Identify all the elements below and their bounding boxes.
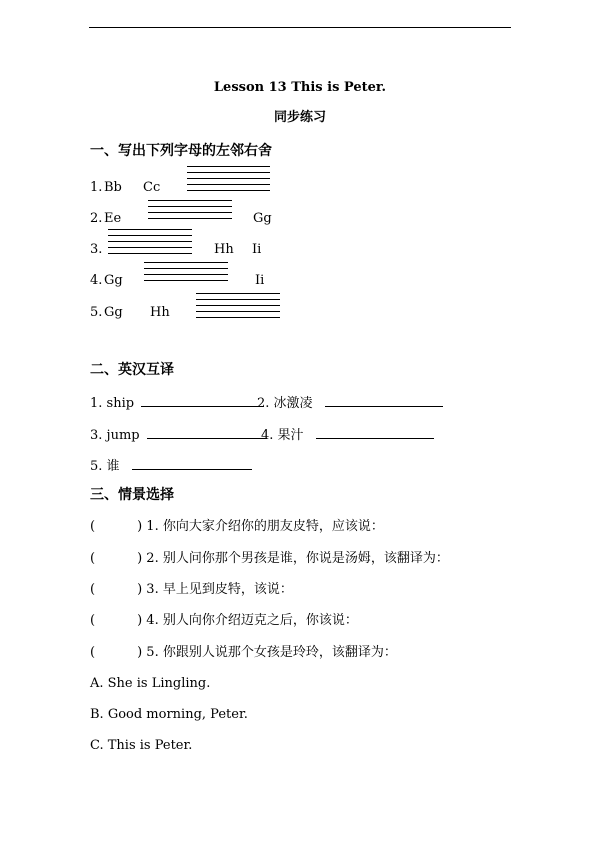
s1-row3-right: Ii — [252, 242, 262, 257]
s3-q3-text: 3. 早上见到皮特，该说： — [146, 582, 293, 597]
s2-item5 — [90, 457, 252, 475]
s2-item4 — [261, 426, 434, 444]
s1-row4-left: Gg — [104, 273, 123, 288]
page-title: Lesson 13 This is Peter. — [213, 80, 387, 95]
s1-row4-right: Ii — [255, 273, 265, 288]
s3-q5-text: 5. 你跟别人说那个女孩是玲玲，该翻译为： — [146, 645, 397, 660]
s1-row2-right: Gg — [253, 211, 272, 226]
s1-row2-left: Ee — [104, 211, 122, 226]
s1-row4-num: 4. — [90, 273, 103, 288]
s3-q1-text: 1. 你向大家介绍你的朋友皮特，应该说： — [146, 519, 384, 534]
section1-heading: 一、写出下列字母的左邻右舍 — [90, 143, 272, 159]
s2-item1-label: 1. ship — [90, 396, 135, 411]
s3-option-b: B. Good morning, Peter. — [90, 707, 248, 722]
s1-row5-left: Gg — [104, 305, 123, 320]
s1-row5-mid: Hh — [150, 305, 170, 320]
s1-row1-left: Bb — [104, 180, 122, 195]
s2-item3-label: 3. jump — [90, 428, 140, 443]
s1-row1-mid: Cc — [143, 180, 161, 195]
s3-question4 — [90, 613, 358, 629]
section3-heading: 三、情景选择 — [90, 487, 174, 503]
section2-heading: 二、英汉互译 — [90, 362, 174, 378]
s1-row2-num: 2. — [90, 211, 103, 226]
s3-q1-answer-slot[interactable]: ( ) — [90, 519, 143, 534]
s3-q4-answer-slot[interactable]: ( ) — [90, 613, 143, 628]
s2-item3 — [90, 426, 267, 444]
s3-question1 — [90, 519, 384, 535]
s1-row5-num: 5. — [90, 305, 103, 320]
s3-option-a: A. She is Lingling. — [90, 676, 211, 691]
s2-item1 — [90, 394, 261, 412]
s2-item1-blank[interactable] — [141, 394, 261, 407]
s2-item5-blank[interactable] — [132, 457, 252, 470]
s2-item4-label: 4. 果汁 — [261, 428, 304, 443]
s2-item4-blank[interactable] — [316, 426, 434, 439]
s1-row1-num: 1. — [90, 180, 103, 195]
s2-item2-label: 2. 冰激凌 — [257, 396, 313, 411]
s2-item5-label: 5. 谁 — [90, 459, 120, 474]
top-rule — [89, 27, 511, 28]
s3-question3 — [90, 582, 293, 598]
s3-q5-answer-slot[interactable]: ( ) — [90, 645, 143, 660]
s3-q4-text: 4. 别人向你介绍迈克之后，你该说： — [146, 613, 358, 628]
s3-question5 — [90, 645, 397, 661]
s3-option-c: C. This is Peter. — [90, 738, 193, 753]
s3-q2-answer-slot[interactable]: ( ) — [90, 551, 143, 566]
s3-q2-text: 2. 别人问你那个男孩是谁，你说是汤姆，该翻译为： — [146, 551, 449, 566]
page-subtitle: 同步练习 — [273, 110, 326, 125]
s3-q3-answer-slot[interactable]: ( ) — [90, 582, 143, 597]
s2-item2 — [257, 394, 443, 412]
s1-row3-mid: Hh — [214, 242, 234, 257]
s2-item3-blank[interactable] — [147, 426, 267, 439]
s1-row3-num: 3. — [90, 242, 103, 257]
s3-question2 — [90, 551, 449, 567]
s2-item2-blank[interactable] — [325, 394, 443, 407]
